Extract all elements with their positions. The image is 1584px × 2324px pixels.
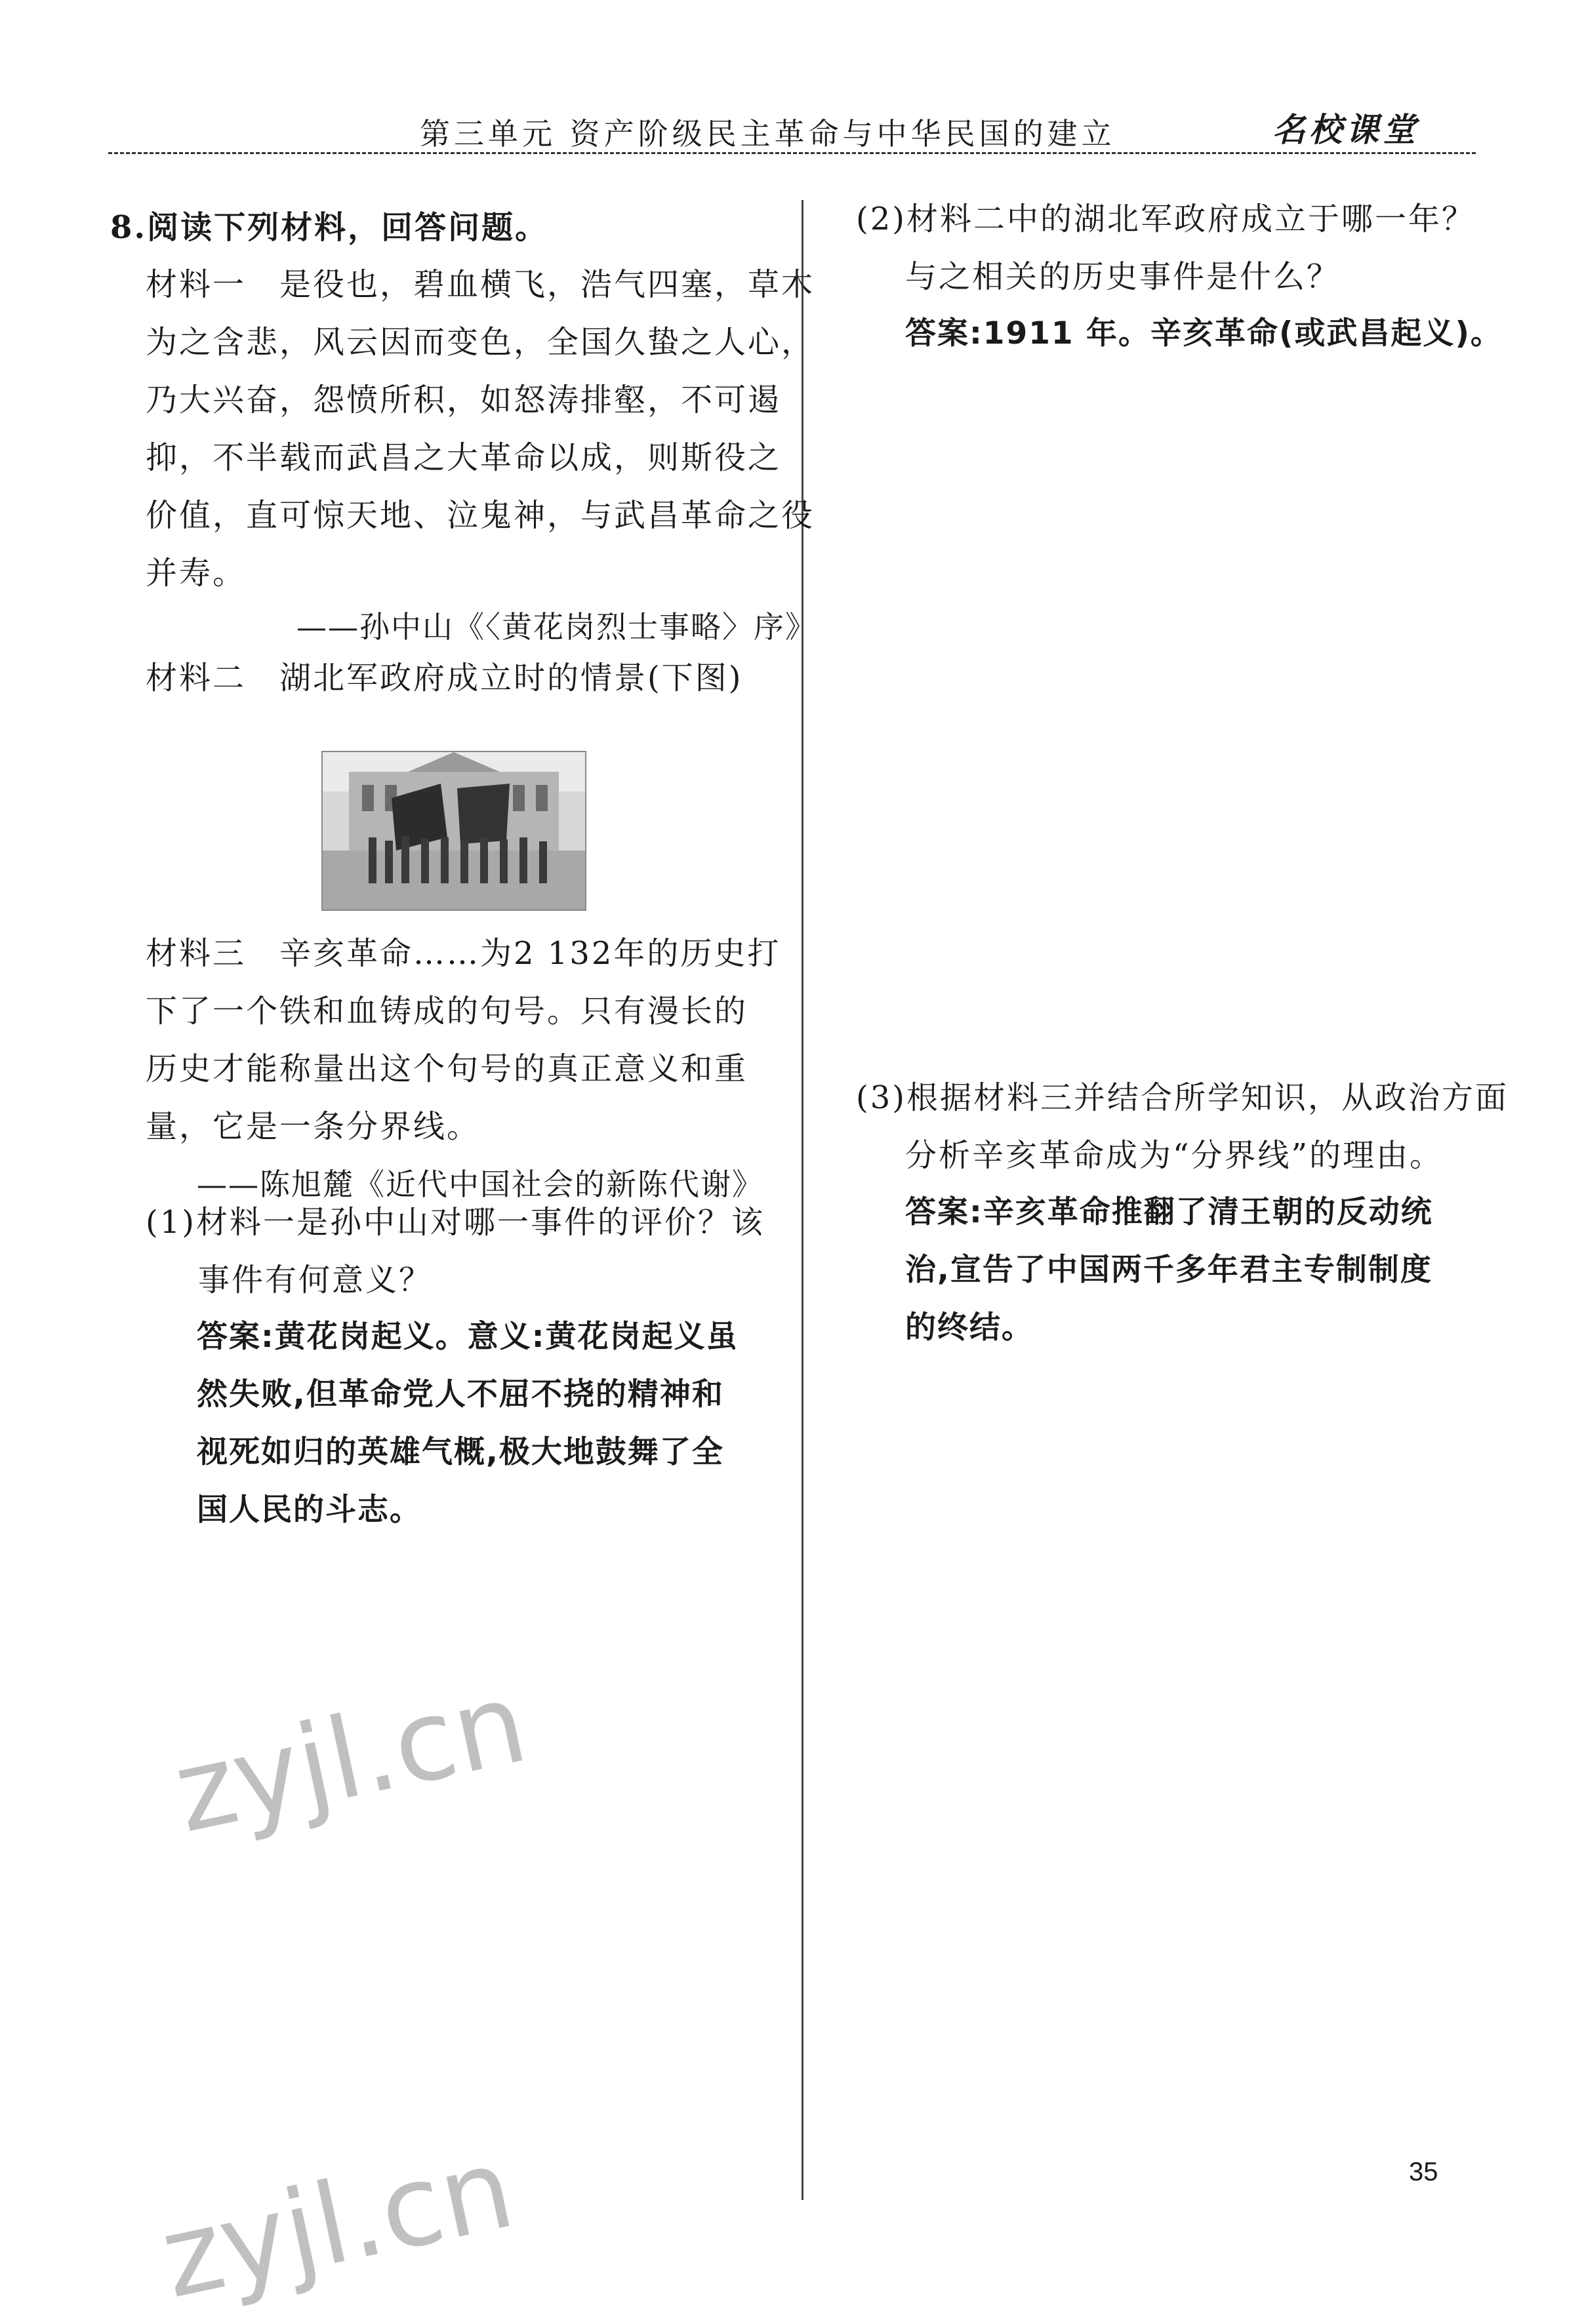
material-three-line: 历史才能称量出这个句号的真正意义和重 (146, 1051, 748, 1087)
sub-question-3 (856, 1069, 1509, 1184)
material-one-line: 材料一 是役也，碧血横飞，浩气四塞，草木 (146, 266, 815, 303)
answer-3-line: 治,宣告了中国两千多年君主专制制度 (905, 1252, 1432, 1288)
answer-1 (197, 1308, 739, 1539)
answer-1-line: 视死如归的英雄气概,极大地鼓舞了全 (197, 1434, 724, 1470)
sub-question-2 (856, 190, 1475, 306)
header-divider (108, 152, 1476, 154)
sub-question-1 (146, 1193, 765, 1309)
answer-1-line: 国人民的斗志。 (197, 1492, 422, 1528)
material-one-line: 乃大兴奋，怨愤所积，如怒涛排壑，不可遏 (146, 382, 782, 418)
answer-1-line: 然失败,但革命党人不屈不挠的精神和 (197, 1376, 724, 1412)
answer-3-line: 答案:辛亥革命推翻了清王朝的反动统 (905, 1194, 1433, 1230)
material-three-line: 下了一个铁和血铸成的句号。只有漫长的 (146, 993, 748, 1030)
material-three-line: 量，它是一条分界线。 (146, 1108, 481, 1145)
material-one-line: 抑，不半载而武昌之大革命以成，则斯役之 (146, 439, 782, 476)
answer-1-line: 答案:黄花岗起义。意义:黄花岗起义虽 (197, 1319, 739, 1355)
historical-photo (321, 751, 586, 911)
unit-title: 第三单元 资产阶级民主革命与中华民国的建立 (420, 116, 1116, 151)
sub-question-3-line: 分析辛亥革命成为“分界线”的理由。 (905, 1137, 1444, 1174)
answer-3 (905, 1184, 1433, 1357)
sub-question-1-line: (1)材料一是孙中山对哪一事件的评价？该 (146, 1204, 765, 1241)
watermark: zyjl.cn (164, 1657, 537, 1858)
material-one-line: 价值，直可惊天地、泣鬼神，与武昌革命之役 (146, 497, 815, 534)
watermark: zyjl.cn (151, 2123, 524, 2324)
sub-question-3-line: (3)根据材料三并结合所学知识，从政治方面 (856, 1079, 1509, 1116)
sub-question-2-line: 与之相关的历史事件是什么？ (905, 258, 1341, 295)
material-one-line: 并寿。 (146, 555, 247, 591)
material-three-line: 材料三 辛亥革命……为2 132年的历史打 (146, 935, 781, 972)
answer-2 (905, 305, 1503, 363)
sub-question-2-line: (2)材料二中的湖北军政府成立于哪一年？ (856, 201, 1475, 237)
brand-logo: 名校课堂 (1272, 111, 1419, 149)
material-two-caption: 材料二 湖北军政府成立时的情景(下图) (146, 660, 743, 696)
question-title: 8.阅读下列材料，回答问题。 (110, 209, 549, 246)
page-number: 35 (1409, 2157, 1438, 2186)
answer-2-line: 答案:1911 年。辛亥革命(或武昌起义)。 (905, 315, 1503, 351)
sub-question-1-line: 事件有何意义？ (198, 1262, 433, 1298)
material-one-source: ——孙中山《〈黄花岗烈士事略〉序》 (296, 609, 817, 645)
material-one-line: 为之含悲，风云因而变色，全国久蛰之人心， (146, 324, 815, 361)
answer-3-line: 的终结。 (905, 1310, 1034, 1346)
material-three-source: ——陈旭麓《近代中国社会的新陈代谢》 (197, 1167, 763, 1202)
material-three (146, 925, 781, 1155)
material-one (146, 256, 815, 602)
